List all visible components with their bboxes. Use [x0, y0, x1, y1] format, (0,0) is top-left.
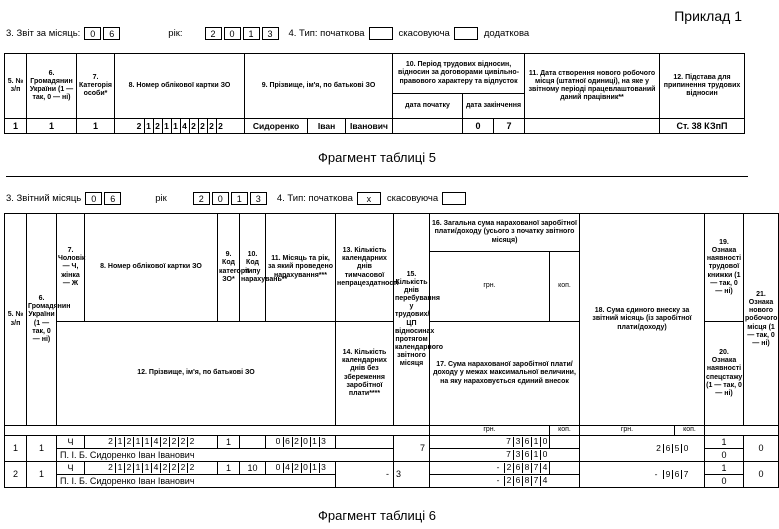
t6-row-f19[interactable]: 1 [705, 462, 744, 475]
period-digits [266, 437, 335, 447]
card-digit: 2 [124, 437, 133, 447]
t6-row-f21[interactable]: 0 [744, 436, 779, 462]
type-label-6: 4. Тип: початкова [276, 193, 353, 204]
t6-h7: 7. Чоловік — Ч, жінка — Ж [57, 214, 85, 322]
t5-row-start[interactable] [393, 119, 463, 134]
card-digit: 2 [187, 463, 196, 473]
card-digit: 2 [160, 463, 169, 473]
t6-h19: 19. Ознака наявності трудової книжки (1 — так, 0 — ні) [705, 214, 744, 322]
t6-h9: 9. Код категорії ЗО* [218, 214, 240, 322]
t6-h14: 14. Кількість календарних днів без збереження заробітної плати**** [336, 322, 394, 426]
year-label-6: рік [155, 193, 167, 204]
t5-h10b: дата закінчення [463, 94, 525, 119]
type-cancel-box[interactable] [454, 27, 478, 40]
amount-digit: 4 [540, 476, 549, 486]
year-digit[interactable]: 3 [262, 27, 279, 40]
amount-digit: 1 [531, 437, 540, 447]
additional-label: додаткова [483, 28, 530, 39]
amount-digit: 0 [681, 444, 690, 454]
t6-row-citizen[interactable]: 1 [27, 436, 57, 462]
card-digit: 2 [207, 119, 216, 133]
minus-sign: - [496, 475, 500, 486]
card-number-digits [85, 437, 217, 447]
t5-row-created[interactable] [525, 119, 660, 134]
year-digit[interactable]: 1 [231, 192, 248, 205]
minus-sign: - [496, 462, 500, 473]
card-digit: 4 [180, 119, 189, 133]
caption-fragment-5: Фрагмент таблиці 5 [318, 150, 436, 165]
example-label: Приклад 1 [674, 8, 742, 24]
t6-h8: 8. Номер облікової картки ЗО [85, 214, 218, 322]
period-digit: 2 [292, 463, 301, 473]
amount-digit: 8 [522, 476, 531, 486]
card-digit: 2 [160, 437, 169, 447]
t6-row-days[interactable]: 3 [394, 462, 430, 488]
card-digit: 2 [189, 119, 198, 133]
table-6 [4, 213, 779, 488]
t6-h21: 21. Ознака нового робочого місця (1 — так, 0 — ні) [744, 214, 779, 426]
card-digit: 2 [153, 119, 162, 133]
card-digit: 2 [169, 463, 178, 473]
t5-row-reason[interactable]: Ст. 38 КЗпП [660, 119, 745, 134]
t6-row-period[interactable] [266, 462, 336, 475]
card-digit: 1 [133, 463, 142, 473]
type-initial-box-6[interactable]: х [357, 192, 381, 205]
month-digit[interactable]: 0 [84, 27, 101, 40]
t5-row-card[interactable] [115, 119, 245, 134]
table-5 [4, 53, 745, 134]
amount-digit: 3 [513, 450, 522, 460]
amount-digit: 7 [531, 476, 540, 486]
month-boxes [84, 27, 122, 40]
units-grn-18: грн. [580, 426, 675, 436]
t5-row-fio[interactable] [245, 119, 393, 134]
t6-row-total-kop[interactable] [550, 462, 580, 475]
end-date-parts [463, 119, 524, 133]
period-digits [266, 463, 335, 473]
t6-row-limited[interactable] [430, 449, 580, 462]
contribution-digits [580, 470, 704, 480]
t6-h16: 16. Загальна сума нарахованої заробітної плати/доходу (усього з початку звітного місяця) [430, 214, 580, 252]
t6-row-fio[interactable]: П. І. Б. Сидоренко Іван Іванович [57, 475, 336, 488]
card-digit: 2 [124, 463, 133, 473]
t6-row-type[interactable] [240, 436, 266, 449]
type-label: 4. Тип: початкова [288, 28, 365, 39]
amount-digit: 2 [504, 476, 513, 486]
amount-digit: 7 [506, 436, 511, 447]
first-name: Іван [307, 119, 345, 133]
units-kop-17: коп. [550, 426, 580, 436]
t6-h15: 15. Кількість днів перебування у трудових/ЦП відносинах протягом календарного звітного місяця [394, 214, 430, 426]
t5-row-end[interactable] [463, 119, 525, 134]
amount-digit: 7 [681, 470, 690, 480]
period-digit: 0 [301, 437, 310, 447]
card-digit: 1 [133, 437, 142, 447]
t6-row-category[interactable]: 1 [218, 436, 240, 449]
t5-h9: 9. Прізвище, ім'я, по батькові ЗО [245, 54, 393, 119]
caption-fragment-6: Фрагмент таблиці 6 [318, 508, 436, 523]
amount-digit: 2 [504, 463, 513, 473]
end-day: 0 [475, 121, 481, 131]
card-digit: 4 [151, 437, 160, 447]
t6-row-f20[interactable]: 0 [705, 449, 744, 462]
t6-h16-kop: коп. [550, 252, 580, 322]
amount-digit: 6 [663, 444, 672, 454]
amount-digit: 6 [513, 463, 522, 473]
units-spacer-end [705, 426, 779, 436]
card-digit: 1 [115, 463, 124, 473]
amount-digit: 3 [513, 437, 522, 447]
t6-row-card[interactable] [85, 462, 218, 475]
t6-row-n[interactable]: 2 [5, 462, 27, 488]
t6-row-total-kop[interactable] [550, 436, 580, 449]
t5-row-n[interactable]: 1 [5, 119, 27, 134]
t6-h5: 5. № з/п [5, 214, 27, 426]
t6-row-days-sign[interactable]: - [336, 462, 394, 488]
total-digits [430, 437, 549, 447]
table-row [5, 462, 779, 475]
amount-digit: 4 [540, 463, 549, 473]
t5-h10a: дата початку [393, 94, 463, 119]
divider [6, 176, 748, 177]
card-digit: 1 [144, 119, 153, 133]
card-digit: 1 [162, 119, 171, 133]
amount-digit: 6 [672, 470, 681, 480]
period-digit: 6 [283, 437, 292, 447]
month-digit[interactable]: 6 [103, 27, 120, 40]
t5-h11: 11. Дата створення нового робочого місця (штатної одиниці), на яке у звітному періоді працевлаштований даний працівник** [525, 54, 660, 119]
t6-h10: 10. Код типу нарахувань** [240, 214, 266, 322]
t6-h18: 18. Сума єдиного внеску за звітний місяць (із заробітної плати/доходу) [580, 214, 705, 426]
t5-h7: 7. Категорія особи* [77, 54, 115, 119]
amount-digit: 5 [672, 444, 681, 454]
t5-row-citizen[interactable]: 1 [27, 119, 77, 134]
month-digit[interactable]: 0 [85, 192, 102, 205]
units-spacer [5, 426, 430, 436]
units-kop-18: коп. [675, 426, 705, 436]
amount-digit: 7 [531, 463, 540, 473]
t6-row-total[interactable] [430, 436, 550, 449]
end-month: 7 [493, 119, 524, 133]
card-digit: 2 [169, 437, 178, 447]
card-digit: 2 [187, 437, 196, 447]
year-digit[interactable]: 3 [250, 192, 267, 205]
period-digit: 1 [310, 463, 319, 473]
card-number-digits [85, 463, 217, 473]
cancel-label-6: скасовуюча [386, 193, 439, 204]
t6-row-citizen[interactable]: 1 [27, 462, 57, 488]
amount-digit: 2 [656, 442, 661, 453]
period-digit: 0 [301, 463, 310, 473]
type-initial-box[interactable] [369, 27, 393, 40]
total-digits [430, 463, 549, 473]
year-boxes [205, 27, 281, 40]
t6-h17: 17. Сума нарахованої заробітної плати/доходу у межах максимальної величини, на яку нараховується єдиний внесок [430, 322, 580, 426]
table-row [5, 436, 779, 449]
t6-h13: 13. Кількість календарних днів тимчасової непрацездатності [336, 214, 394, 322]
t6-row-type[interactable]: 10 [240, 462, 266, 475]
period-digit: 2 [292, 437, 301, 447]
period-digit: 3 [319, 463, 328, 473]
month-digit[interactable]: 6 [104, 192, 121, 205]
t6-h6: 6. Громадянин України (1 — так, 0 — ні) [27, 214, 57, 426]
amount-digit: 6 [522, 437, 531, 447]
amount-digit: 0 [540, 437, 549, 447]
t5-h10: 10. Період трудових відносин, відносин за договорами цивільно-правового характеру та відпусток [393, 54, 525, 94]
t6-h16-grn: грн. [430, 252, 550, 322]
card-digit: 2 [136, 121, 142, 131]
limited-digits [430, 476, 579, 486]
period-digit: 0 [275, 436, 281, 447]
t6-row-limited[interactable] [430, 475, 580, 488]
surname: Сидоренко [252, 121, 300, 131]
contribution-digits [580, 444, 704, 454]
amount-digit: 1 [531, 450, 540, 460]
period-digit: 4 [283, 463, 292, 473]
year-digit[interactable]: 2 [205, 27, 222, 40]
month-boxes-6 [85, 192, 123, 205]
t6-row-fio[interactable]: П. І. Б. Сидоренко Іван Іванович [57, 449, 394, 462]
report-month-line-6 [6, 192, 468, 205]
units-row [5, 426, 779, 436]
card-digit: 4 [151, 463, 160, 473]
month-label-6: 3. Звітний місяць [6, 193, 82, 204]
month-label: 3. Звіт за місяць: [6, 28, 81, 39]
card-digit: 1 [142, 437, 151, 447]
amount-digit: 8 [522, 463, 531, 473]
t6-h12: 12. Прізвище, ім'я, по батькові ЗО [57, 322, 336, 426]
card-digit: 1 [142, 463, 151, 473]
card-digit: 2 [178, 437, 187, 447]
card-digit: 1 [115, 437, 124, 447]
year-digit[interactable]: 2 [193, 192, 210, 205]
t5-h8: 8. Номер облікової картки ЗО [115, 54, 245, 119]
t6-row-f19[interactable]: 1 [705, 436, 744, 449]
card-digit: 2 [108, 462, 113, 473]
t6-row-category[interactable]: 1 [218, 462, 240, 475]
t6-row-contribution[interactable] [580, 462, 705, 488]
card-digit: 2 [108, 436, 113, 447]
t6-row-f21[interactable]: 0 [744, 462, 779, 488]
t6-h20: 20. Ознака наявності спецстажу (1 — так, 0 — ні) [705, 322, 744, 426]
t5-h5: 5. № з/п [5, 54, 27, 119]
t5-h6: 6. Громадянин України (1 — так, 0 — ні) [27, 54, 77, 119]
t5-h12: 12. Підстава для припинення трудових відносин [660, 54, 745, 119]
t6-row-f20[interactable]: 0 [705, 475, 744, 488]
year-digit[interactable]: 0 [212, 192, 229, 205]
t6-row-card[interactable] [85, 436, 218, 449]
t6-row-sick-days[interactable] [336, 436, 394, 449]
amount-digit: 7 [506, 449, 511, 460]
period-digit: 0 [275, 462, 281, 473]
card-digit: 2 [216, 119, 225, 133]
t6-row-sex[interactable]: Ч [57, 436, 85, 449]
year-digit[interactable]: 1 [243, 27, 260, 40]
card-number-digits [115, 119, 244, 133]
card-digit: 1 [171, 119, 180, 133]
report-month-line [6, 27, 533, 40]
cancel-label: скасовуюча [398, 28, 450, 39]
t6-row-contribution[interactable] [580, 436, 705, 462]
period-digit: 1 [310, 437, 319, 447]
amount-digit: 0 [540, 450, 549, 460]
t6-h11: 11. Місяць та рік, за який проведено нарахування*** [266, 214, 336, 322]
t5-row-category[interactable]: 1 [77, 119, 115, 134]
t6-row-n[interactable]: 1 [5, 436, 27, 462]
amount-digit: 6 [513, 476, 522, 486]
amount-digit: 6 [522, 450, 531, 460]
period-digit: 3 [319, 437, 328, 447]
minus-sign: - [654, 468, 658, 479]
year-boxes-6 [193, 192, 269, 205]
table-row [5, 119, 745, 134]
type-cancel-box-6[interactable] [442, 192, 466, 205]
t6-row-days[interactable]: 7 [394, 436, 430, 462]
year-label: рік: [168, 28, 183, 39]
t6-row-period[interactable] [266, 436, 336, 449]
year-digit[interactable]: 0 [224, 27, 241, 40]
t6-row-total[interactable] [430, 462, 550, 475]
amount-digit: 9 [663, 470, 672, 480]
card-digit: 2 [198, 119, 207, 133]
patronymic: Іванович [345, 119, 392, 133]
card-digit: 2 [178, 463, 187, 473]
fio-parts [245, 119, 392, 133]
units-grn-17: грн. [430, 426, 550, 436]
limited-digits [430, 450, 579, 460]
t6-row-sex[interactable]: Ч [57, 462, 85, 475]
